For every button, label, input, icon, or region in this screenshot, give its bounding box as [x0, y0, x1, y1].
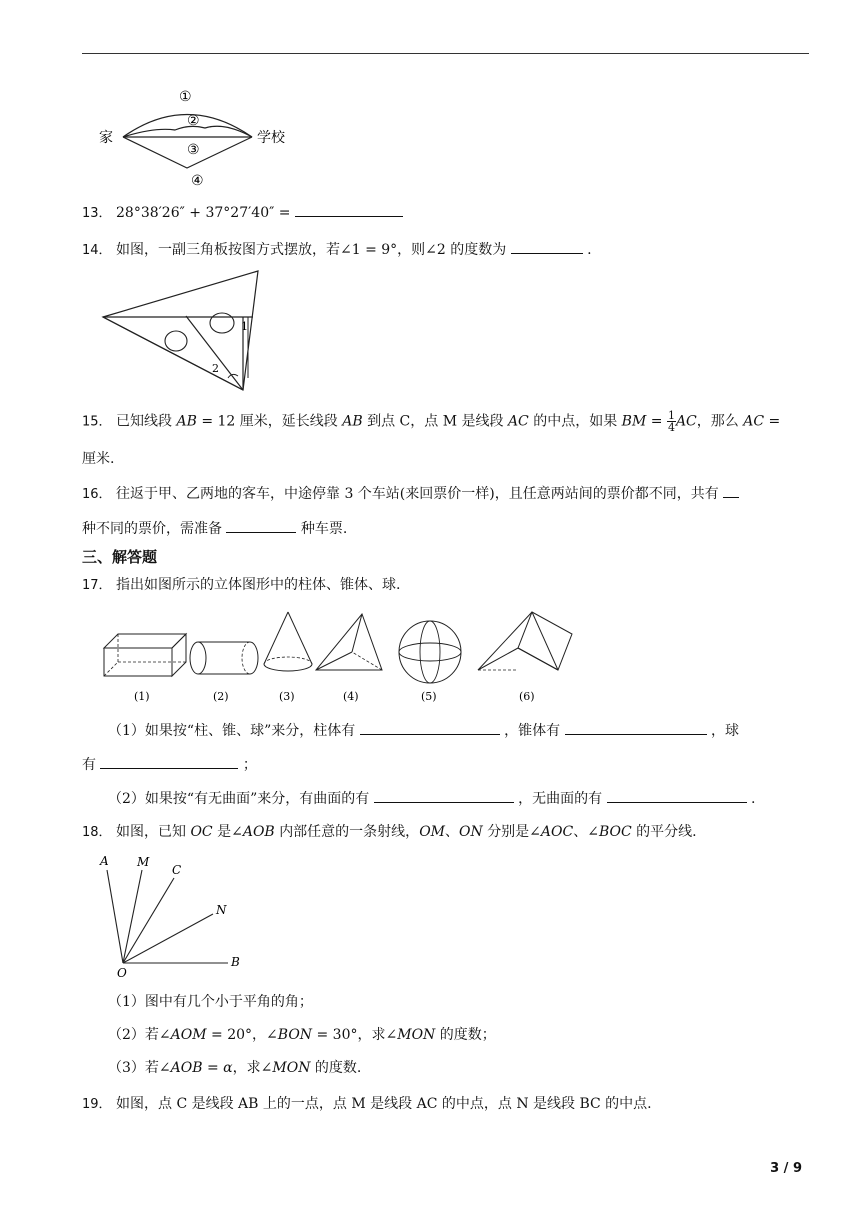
q16-line-2	[82, 518, 347, 539]
fraction-one-quarter	[667, 410, 676, 433]
q18-oc: OC	[190, 824, 213, 840]
q18-text-b: 是∠	[217, 824, 243, 840]
q18-aob: AOB	[242, 824, 275, 840]
ray-label-N: N	[216, 903, 227, 917]
question-number: 15．	[82, 414, 112, 430]
question-number: 16．	[82, 487, 112, 502]
solids-figure	[100, 608, 590, 704]
answer-blank[interactable]	[511, 239, 583, 254]
q15-text-c: 到点 C，点 M 是线段	[367, 413, 504, 430]
q18-s3c: ，求∠	[232, 1060, 273, 1076]
q17-p1e: ；	[242, 757, 257, 773]
answer-blank[interactable]	[100, 754, 238, 769]
q15-eq2: =	[768, 413, 781, 430]
q18-s2c: = 30°，求∠	[316, 1027, 398, 1043]
question-14	[82, 239, 592, 261]
section-heading: 三、解答题	[82, 548, 158, 566]
q18-s2a: （2）若∠	[108, 1027, 171, 1043]
q18-text-a: 如图，已知	[116, 824, 186, 840]
solid-label-2: (2)	[213, 690, 229, 703]
angle-label-2: 2	[212, 362, 219, 375]
q15-ac: AC	[507, 413, 529, 430]
q18-text-c: 内部任意的一条射线，	[279, 824, 420, 840]
q18-s3-alpha: α	[223, 1060, 233, 1076]
q15-ac-3: AC	[743, 413, 765, 430]
q15-text-b: = 12 厘米，延长线段	[201, 413, 338, 430]
q17-part-2	[108, 788, 756, 809]
fraction-bottom: 4	[667, 421, 675, 434]
solid-label-4: (4)	[343, 690, 359, 703]
q18-om: OM	[419, 824, 445, 840]
solid-label-6: (6)	[519, 690, 535, 703]
q18-s2-aom: AOM	[170, 1027, 207, 1043]
question-16	[82, 483, 739, 505]
angle-label-1: 1	[241, 320, 248, 333]
answer-blank[interactable]	[607, 788, 747, 803]
q18-part-3	[108, 1058, 361, 1078]
q18-sep: 、	[445, 824, 459, 840]
question-number: 18．	[82, 825, 112, 840]
answer-blank[interactable]	[226, 518, 296, 533]
q18-s3-aob: AOB	[170, 1060, 203, 1076]
triangle-figure	[100, 268, 270, 398]
q16-line1: 往返于甲、乙两地的客车，中途停靠 3 个车站(来回票价一样)，且任意两站间的票价都不同，共有	[116, 486, 719, 502]
solid-label-3: (3)	[279, 690, 295, 703]
q17-p1d: 有	[82, 757, 96, 773]
route-label-3: ③	[187, 142, 200, 158]
answer-blank[interactable]	[374, 788, 514, 803]
q15-ab: AB	[176, 413, 197, 430]
q17-text: 指出如图所示的立体图形中的柱体、锥体、球.	[116, 577, 401, 593]
solid-label-5: (5)	[421, 690, 437, 703]
page-number: 3 / 9	[770, 1161, 802, 1176]
q15-bm: BM	[621, 413, 647, 430]
q18-on: ON	[459, 824, 483, 840]
q15-text-d: 的中点，如果	[533, 413, 618, 430]
answer-blank[interactable]	[295, 202, 403, 217]
q15-text-e: ，那么	[696, 413, 739, 430]
q16-line2b: 种车票.	[300, 521, 348, 537]
solid-label-1: (1)	[134, 690, 150, 703]
q19-text: 如图，点 C 是线段 AB 上的一点，点 M 是线段 AC 的中点，点 N 是线段 BC 的中点.	[116, 1096, 652, 1112]
q17-p1c: ，球	[711, 723, 740, 739]
header-rule	[82, 53, 809, 54]
q14-text: 如图，一副三角板按图方式摆放，若∠1 = 9°，则∠2 的度数为	[116, 242, 507, 258]
q17-p1b: ，锥体有	[504, 723, 561, 739]
question-number: 13．	[82, 206, 112, 221]
q18-s3a: （3）若∠	[108, 1060, 171, 1076]
q17-p2a: （2）如果按“有无曲面”来分，有曲面的有	[108, 791, 370, 807]
ray-label-A: A	[100, 854, 109, 868]
route-figure	[95, 82, 315, 192]
answer-blank[interactable]	[723, 483, 739, 498]
route-label-school: 学校	[257, 130, 285, 146]
ray-label-M: M	[137, 855, 150, 869]
q18-aoc: AOC	[540, 824, 574, 840]
ray-label-O: O	[117, 966, 127, 980]
route-label-2: ②	[187, 113, 200, 129]
q18-text-e: 的平分线.	[636, 824, 697, 840]
q18-s2d: 的度数；	[439, 1027, 496, 1043]
question-15	[82, 410, 780, 433]
q13-expression: 28°38′26″ + 37°27′40″ =	[116, 205, 291, 221]
question-13	[82, 202, 403, 224]
q15-text-a: 已知线段	[116, 413, 172, 430]
q17-part-1	[108, 720, 739, 741]
q15-ab-2: AB	[342, 413, 363, 430]
rays-figure	[95, 850, 255, 980]
question-17	[82, 575, 400, 596]
question-number: 14．	[82, 243, 112, 258]
q18-s3b: =	[206, 1060, 219, 1076]
q17-p2b: ，无曲面的有	[518, 791, 603, 807]
q16-line2a: 种不同的票价，需准备	[82, 521, 222, 537]
q18-s1: （1）图中有几个小于平角的角；	[108, 994, 313, 1010]
q15-line-2	[82, 449, 114, 469]
route-label-4: ④	[191, 173, 204, 189]
q18-part-2	[108, 1025, 496, 1045]
question-number: 17．	[82, 578, 112, 593]
q17-p2c: .	[751, 791, 756, 807]
q17-p1a: （1）如果按“柱、锥、球”来分，柱体有	[108, 723, 356, 739]
q18-sep2: 、∠	[573, 824, 599, 840]
q18-s3-mon: MON	[272, 1060, 311, 1076]
answer-blank[interactable]	[360, 720, 500, 735]
ray-label-B: B	[231, 955, 240, 969]
q18-s2-mon: MON	[397, 1027, 436, 1043]
q18-part-1	[108, 992, 313, 1012]
q14-end: .	[587, 242, 592, 258]
q17-part-1-cont	[82, 754, 257, 775]
question-18	[82, 822, 697, 843]
q18-s3d: 的度数.	[314, 1060, 362, 1076]
q15-eq: =	[650, 413, 663, 430]
question-19	[82, 1094, 652, 1115]
q18-s2b: = 20°，∠	[211, 1027, 278, 1043]
q18-boc: BOC	[598, 824, 632, 840]
answer-blank[interactable]	[565, 720, 707, 735]
ray-label-C: C	[172, 863, 182, 877]
fraction-top: 1	[667, 409, 675, 422]
route-label-1: ①	[179, 89, 192, 105]
q15-line2-text: 厘米.	[82, 451, 115, 467]
q18-s2-bon: BON	[277, 1027, 313, 1043]
question-number: 19．	[82, 1097, 112, 1112]
route-label-home: 家	[99, 130, 113, 146]
q18-text-d: 分别是∠	[487, 824, 541, 840]
q15-ac-2: AC	[675, 413, 697, 430]
